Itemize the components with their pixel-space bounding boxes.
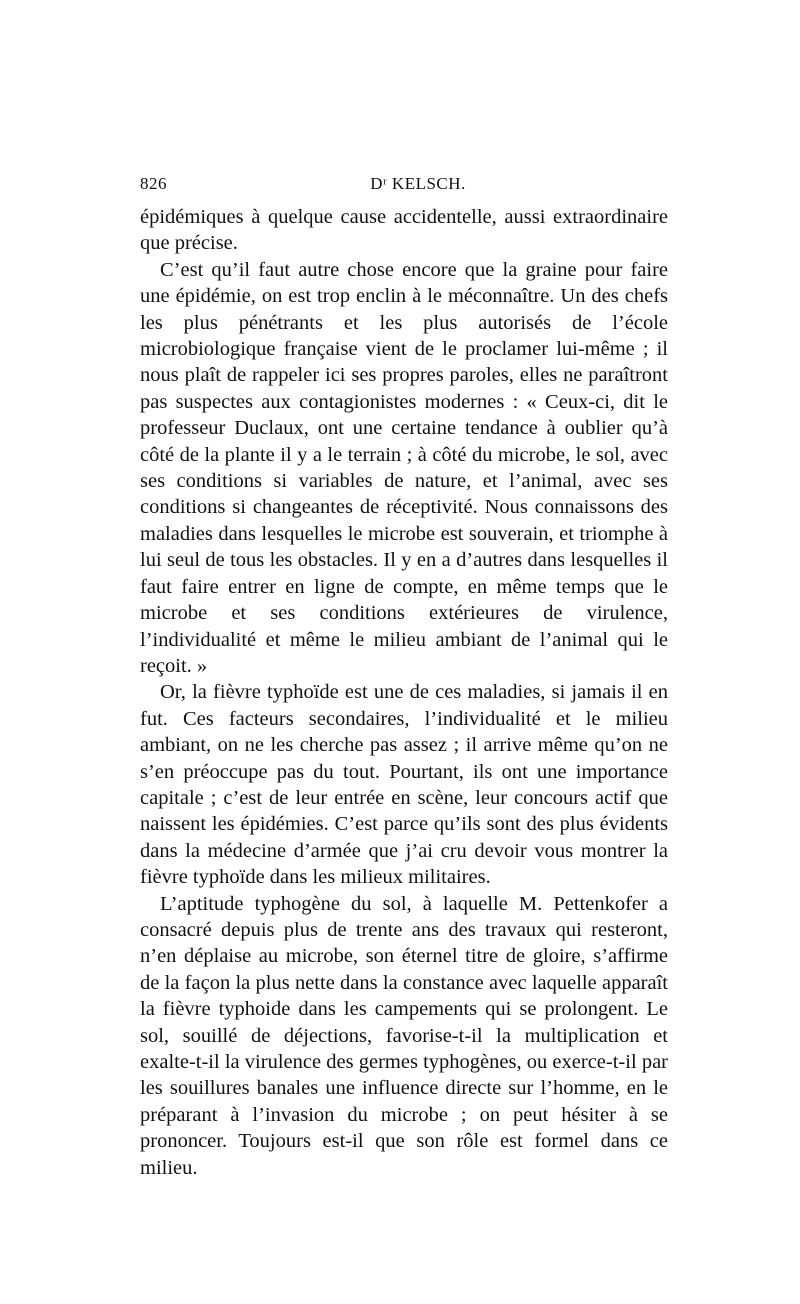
paragraph-typhoid-fever: Or, la fièvre typhoïde est une de ces maladies, si jamais il en fut. Ces facteurs secondaires, l’individualité et le milieu ambiant, on ne les cherche pas assez ; il arrive même qu’on ne s’en préoccupe pas du tout. Pourtant, ils ont une importance capitale ; c’est de leur entrée en scène, leur concours actif que naissent les épidémies. C’est parce qu’ils sont des plus évidents dans la médecine d’armée que j’ai cru devoir vous montrer la fièvre typhoïde dans les milieux militaires. [140, 681, 668, 889]
paragraph-duclaux-quote: C’est qu’il faut autre chose encore que la graine pour faire une épidémie, on est trop enclin à le méconnaître. Un des chefs les plus pénétrants et les plus autorisés de l’école microbiologique française vient de le proclamer lui-même ; il nous plaît de rappeler ici ses propres paroles, elles ne paraîtront pas suspectes aux contagionistes modernes : « Ceux-ci, dit le professeur Duclaux, ont une certaine tendance à oublier qu’à côté de la plante il y a le terrain ; à côté du microbe, le sol, avec ses conditions si variables de nature, et l’animal, avec ses conditions si changeantes de réceptivité. Nous connaissons des maladies dans lesquelles le microbe est souverain, et triomphe à lui seul de tous les obstacles. Il y en a d’autres dans lesquelles il faut faire entrer en ligne de compte, en même temps que le microbe et ses conditions extérieures de virulence, l’individualité et même le milieu ambiant de l’animal qui le reçoit. » [140, 258, 668, 677]
body-text [140, 204, 668, 1181]
page [140, 174, 668, 1181]
page-number: 826 [140, 174, 167, 193]
paragraph-continuation: épidémiques à quelque cause accidentelle, aussi extraordinaire que précise. [140, 206, 668, 255]
running-head: Dʳ KELSCH. [370, 174, 466, 193]
page-header [140, 174, 668, 204]
paragraph-soil-aptitude: L’aptitude typhogène du sol, à laquelle M. Pettenkofer a consacré depuis plus de trente ans des travaux qui resteront, n’en déplaise au microbe, son éternel titre de gloire, s’affirme de la façon la plus nette dans la constance avec laquelle apparaît la fièvre typhoide dans les campements qui se prolongent. Le sol, souillé de déjections, favorise-t-il la multiplication et exalte-t-il la virulence des germes typhogènes, ou exerce-t-il par les souillures banales une influence directe sur l’homme, en le préparant à l’invasion du microbe ; on peut hésiter à se prononcer. Toujours est-il que son rôle est formel dans ce milieu. [140, 892, 668, 1179]
